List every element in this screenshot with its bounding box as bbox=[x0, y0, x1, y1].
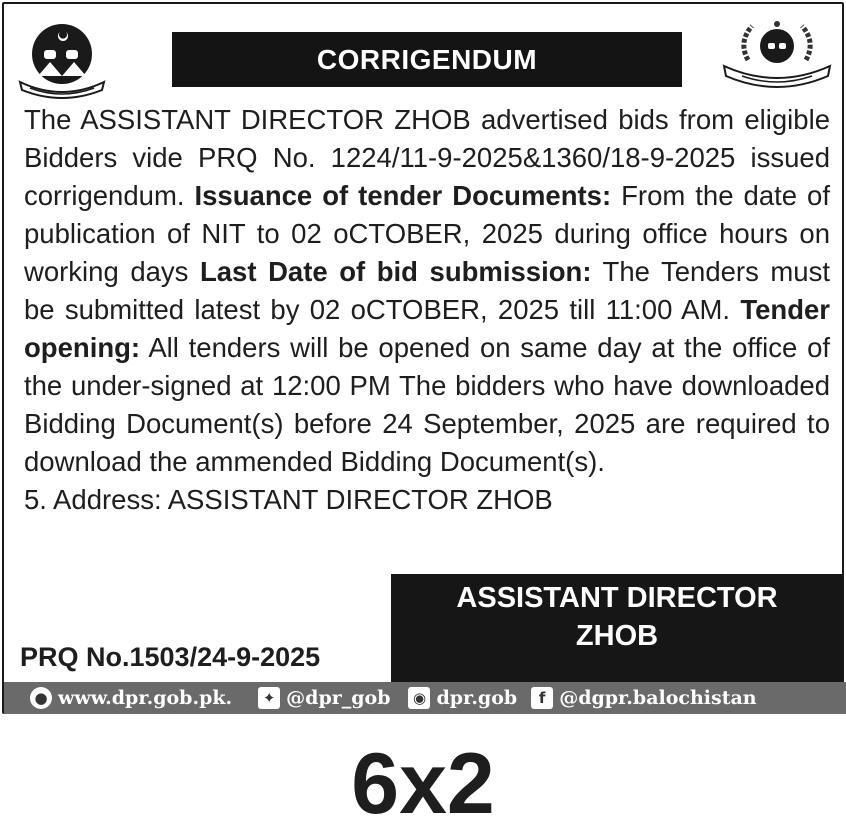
twitter-icon: ✦ bbox=[258, 687, 280, 709]
tender-opening-label: Tender opening: bbox=[24, 294, 830, 363]
signature-location: ZHOB bbox=[575, 620, 659, 652]
ad-size-label: 6x2 bbox=[351, 736, 495, 832]
instagram-text: dpr.gob bbox=[436, 687, 518, 709]
issuance-label: Issuance of tender Documents: bbox=[194, 180, 612, 211]
emblem-right-icon bbox=[718, 16, 836, 90]
facebook-icon: f bbox=[531, 687, 553, 709]
signature-title: ASSISTANT DIRECTOR bbox=[456, 582, 778, 614]
website-text: www.dpr.gob.pk. bbox=[58, 687, 233, 709]
website-link[interactable] bbox=[30, 687, 232, 709]
notice-body bbox=[24, 101, 830, 519]
twitter-link[interactable] bbox=[258, 687, 390, 709]
last-date-text: The Tenders must be submitted latest by 02 oCTOBER, 2025 till 11:00 AM. bbox=[24, 256, 830, 325]
twitter-text: @dpr_gob bbox=[286, 687, 391, 709]
tender-opening-text: All tenders will be opened on same day at the office of the under-signed at 12:00 PM The bidders who have downloaded Bidding Document(s) before 24 September, 2025 are required to download the ammended Bidding Document(s). bbox=[24, 332, 830, 477]
issuance-text: From the date of publication of NIT to 02 oCTOBER, 2025 during office hours on working days bbox=[24, 180, 830, 287]
instagram-icon: ◉ bbox=[408, 687, 430, 709]
instagram-link[interactable] bbox=[408, 687, 517, 709]
advertisement-frame bbox=[2, 2, 844, 714]
page-title: CORRIGENDUM bbox=[172, 32, 682, 87]
notice-lead-text: The ASSISTANT DIRECTOR ZHOB advertised bids from eligible Bidders vide PRQ No. 1224/11-9-2025&1360/18-9-2025 issued corrigendum. bbox=[24, 104, 830, 211]
emblem-left-icon bbox=[16, 16, 108, 100]
last-date-label: Last Date of bid submission: bbox=[199, 256, 592, 287]
contact-footer bbox=[4, 682, 846, 714]
address-line: 5. Address: ASSISTANT DIRECTOR ZHOB bbox=[24, 484, 553, 515]
notice-paragraph bbox=[24, 101, 830, 481]
signature-block bbox=[391, 574, 843, 682]
globe-icon: ● bbox=[30, 687, 52, 709]
facebook-link[interactable] bbox=[531, 687, 756, 709]
prq-number: PRQ No.1503/24-9-2025 bbox=[20, 642, 321, 672]
facebook-text: @dgpr.balochistan bbox=[559, 687, 757, 709]
